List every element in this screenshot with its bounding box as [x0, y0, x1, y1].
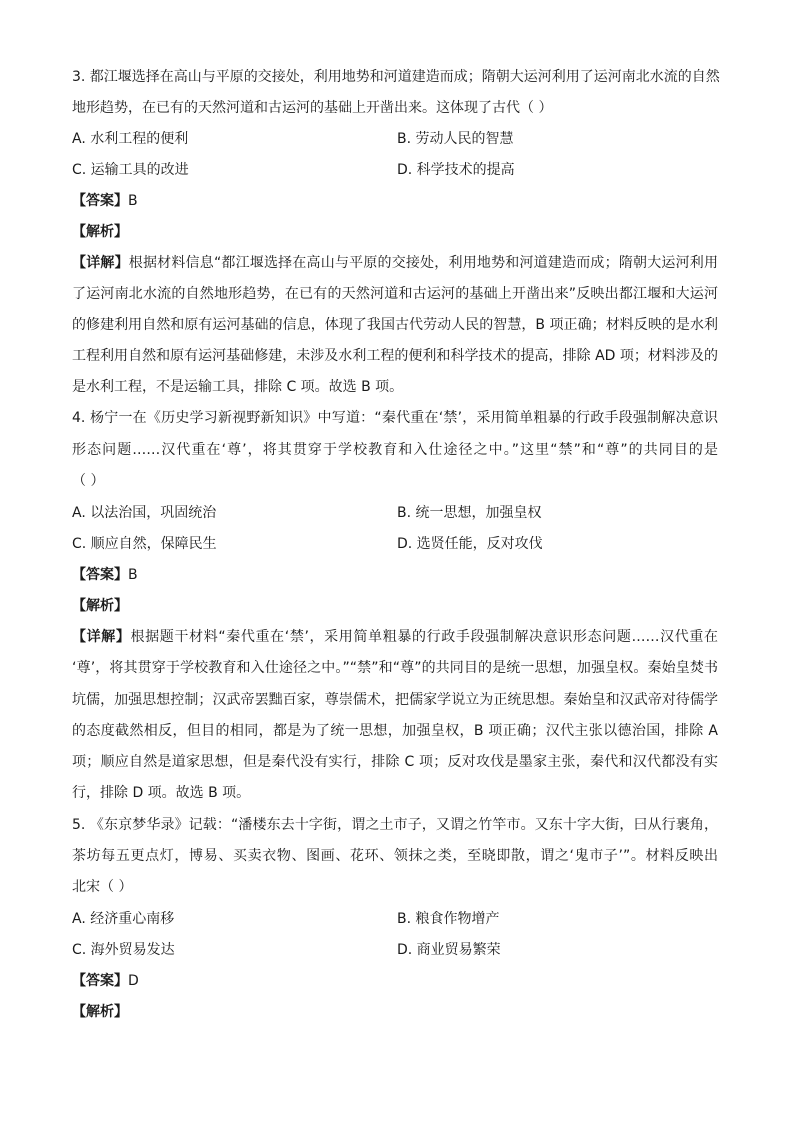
detail-text: 根据题干材料“秦代重在‘禁’，采用简单粗暴的行政手段强制解决意识形态问题……汉代重在 [130, 629, 718, 645]
answer-value: B [128, 567, 138, 583]
q5-stem-line-3: 北宋（ ） [72, 879, 133, 895]
q4-detail-line-3: 坑儒，加强思想控制；汉武帝罢黜百家，尊崇儒术，把儒家学说立为正统思想。秦始皇和汉武帝对待儒学 [72, 692, 718, 708]
q3-option-a: A. 水利工程的便利 [72, 131, 189, 147]
q4-stem-line-1: 4. 杨宁一在《历史学习新视野新知识》中写道：“秦代重在‘禁’，采用简单粗暴的行政手段强制解决意识 [72, 410, 718, 426]
q4-stem-line-2: 形态问题……汉代重在‘尊’，将其贯穿于学校教育和入仕途径之中。”这里“禁”和“尊”的共同目的是 [72, 442, 718, 458]
q3-option-c: C. 运输工具的改进 [72, 162, 189, 178]
detail-label: 【详解】 [72, 629, 131, 645]
q4-option-a: A. 以法治国，巩固统治 [72, 505, 217, 521]
q5-option-b: B. 粮食作物增产 [397, 911, 500, 927]
q3-detail-line-2: 了运河南北水流的自然地形趋势，在已有的天然河道和古运河的基础上开凿出来”反映出都江堰和大运河 [72, 286, 718, 302]
q3-detail-line-5: 是水利工程，不是运输工具，排除 C 项。故选 B 项。 [72, 379, 404, 395]
q5-option-c: C. 海外贸易发达 [72, 942, 175, 958]
answer-value: B [128, 193, 138, 209]
q3-detail-line-1 [72, 253, 718, 273]
q4-stem-line-3: （ ） [72, 473, 105, 489]
q3-option-d: D. 科学技术的提高 [397, 162, 515, 178]
q4-answer [72, 565, 138, 585]
q4-detail-line-6: 行，排除 D 项。故选 B 项。 [72, 785, 251, 801]
answer-value: D [128, 973, 139, 989]
q5-answer [72, 971, 139, 991]
q3-answer [72, 191, 138, 211]
q4-option-b: B. 统一思想，加强皇权 [397, 505, 542, 521]
q5-stem-line-1: 5. 《东京梦华录》记载：“潘楼东去十字街，谓之土市子，又谓之竹竿市。又东十字大街，曰从行裹角， [72, 817, 718, 833]
answer-label: 【答案】 [72, 973, 128, 989]
q4-detail-line-2: ‘尊’，将其贯穿于学校教育和入仕途径之中。”“禁”和“尊”的共同目的是统一思想，加强皇权。秦始皇焚书 [72, 660, 718, 676]
q4-detail-line-4: 的态度截然相反，但目的相同，都是为了统一思想，加强皇权，B 项正确；汉代主张以德治国，排除 A [72, 723, 718, 739]
q5-option-d: D. 商业贸易繁荣 [397, 942, 501, 958]
q5-stem-line-2: 茶坊每五更点灯，博易、买卖衣物、图画、花环、领抹之类，至晓即散，谓之‘鬼市子’”。材料反映出 [72, 848, 718, 864]
q3-stem-line-2: 地形趋势，在已有的天然河道和古运河的基础上开凿出来。这体现了古代（ ） [72, 100, 553, 116]
q3-stem-line-1: 3. 都江堰选择在高山与平原的交接处，利用地势和河道建造而成；隋朝大运河利用了运河南北水流的自然 [72, 69, 720, 85]
answer-label: 【答案】 [72, 567, 128, 583]
detail-label: 【详解】 [72, 255, 129, 271]
q3-detail-line-3: 的修建利用自然和原有运河基础的信息，体现了我国古代劳动人民的智慧，B 项正确；材料反映的是水利 [72, 317, 718, 333]
detail-text: 根据材料信息“都江堰选择在高山与平原的交接处，利用地势和河道建造而成；隋朝大运河利用 [128, 255, 718, 271]
q3-detail-line-4: 工程利用自然和原有运河基础修建，未涉及水利工程的便利和科学技术的提高，排除 AD 项；材料涉及的 [72, 348, 718, 364]
q4-analysis-label: 【解析】 [72, 598, 128, 614]
q3-option-b: B. 劳动人民的智慧 [397, 131, 514, 147]
q4-option-c: C. 顺应自然，保障民生 [72, 536, 217, 552]
q4-detail-line-1 [72, 627, 718, 647]
answer-label: 【答案】 [72, 193, 128, 209]
q5-analysis-label: 【解析】 [72, 1004, 128, 1020]
q4-option-d: D. 选贤任能，反对攻伐 [397, 536, 543, 552]
q4-detail-line-5: 项；顺应自然是道家思想，但是秦代没有实行，排除 C 项；反对攻伐是墨家主张，秦代和汉代都没有实 [72, 754, 718, 770]
q3-analysis-label: 【解析】 [72, 224, 128, 240]
q5-option-a: A. 经济重心南移 [72, 911, 175, 927]
